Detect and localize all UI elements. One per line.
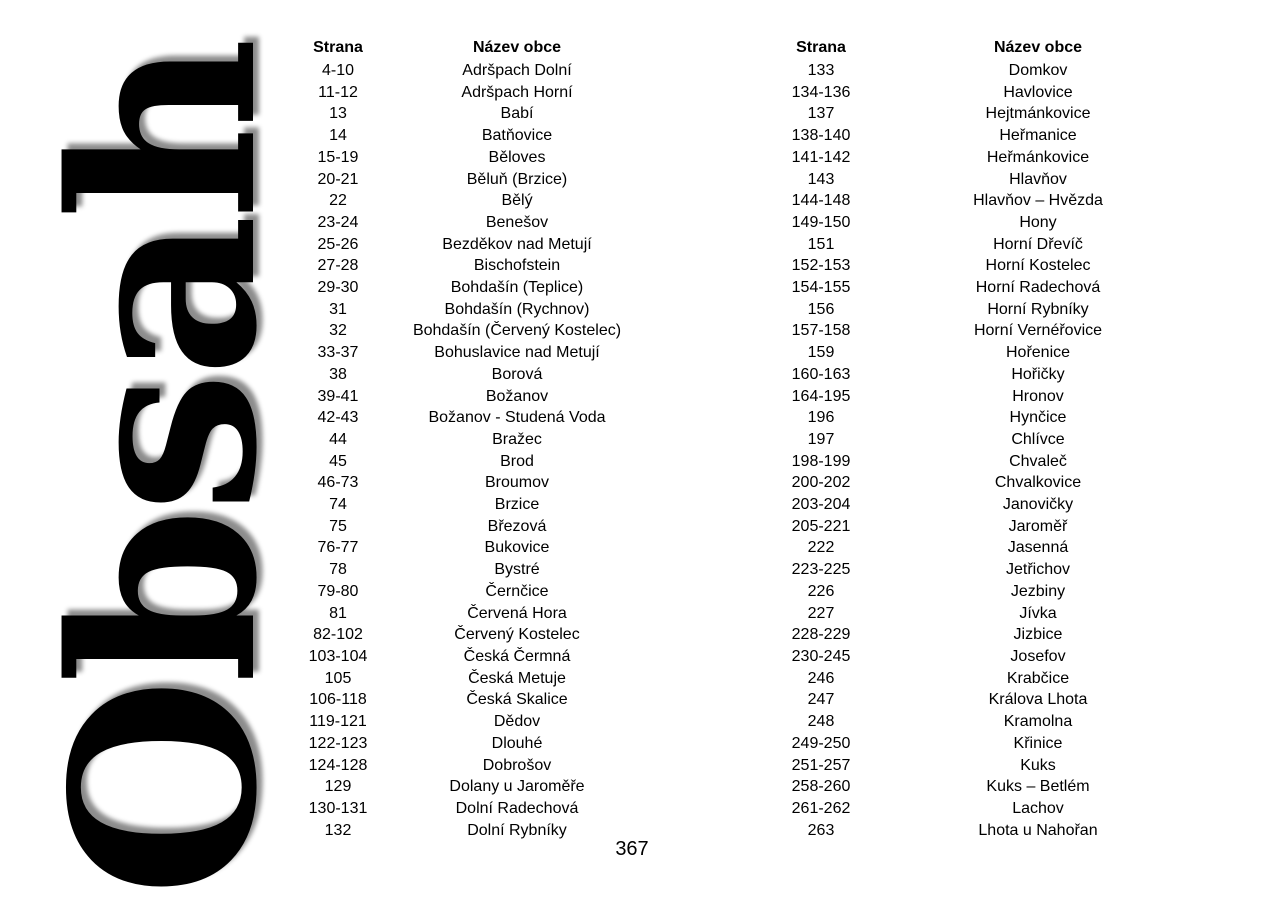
entry-page-range: 132 <box>324 821 352 839</box>
table-row <box>290 603 648 625</box>
entry-village-name: Bystré <box>494 561 540 579</box>
table-row <box>773 624 1207 646</box>
table-row <box>773 299 1207 321</box>
entry-village-name: Kuks <box>1020 756 1056 774</box>
entry-village-name: Dobrošov <box>482 756 552 774</box>
entry-page-range: 226 <box>807 582 835 600</box>
table-row <box>773 255 1207 277</box>
entry-page-range: 227 <box>807 604 835 622</box>
table-row <box>290 82 648 104</box>
table-row <box>290 342 648 364</box>
table-row <box>290 668 648 690</box>
table-row <box>773 407 1207 429</box>
entry-page-range: 105 <box>324 669 352 687</box>
table-row <box>773 516 1207 538</box>
entry-village-name: Chlívce <box>1011 430 1065 448</box>
entry-village-name: Bukovice <box>484 539 550 557</box>
entry-village-name: Červená Hora <box>467 604 567 622</box>
entry-village-name: Běluň (Brzice) <box>466 170 568 188</box>
table-row <box>773 776 1207 798</box>
entry-village-name: Božanov - Studená Voda <box>428 409 606 427</box>
entry-village-name: Josefov <box>1010 647 1066 665</box>
table-row <box>773 646 1207 668</box>
entry-village-name: Dolany u Jaroměře <box>449 778 585 796</box>
table-row <box>773 820 1207 842</box>
table-row <box>773 429 1207 451</box>
entry-page-range: 230-245 <box>791 647 851 665</box>
entry-page-range: 25-26 <box>317 235 359 253</box>
entry-page-range: 248 <box>807 713 835 731</box>
table-row <box>290 190 648 212</box>
table-row <box>773 733 1207 755</box>
entry-village-name: Broumov <box>484 474 550 492</box>
entry-page-range: 22 <box>329 192 347 210</box>
entry-page-range: 27-28 <box>317 257 359 275</box>
table-row <box>773 103 1207 125</box>
entry-village-name: Hynčice <box>1009 409 1067 427</box>
table-row <box>773 190 1207 212</box>
table-row <box>290 559 648 581</box>
table-row <box>773 147 1207 169</box>
table-row <box>290 234 648 256</box>
entry-page-range: 124-128 <box>308 756 368 774</box>
entry-page-range: 133 <box>807 62 835 79</box>
table-row <box>290 646 648 668</box>
entry-page-range: 4-10 <box>321 62 355 79</box>
entry-page-range: 263 <box>807 821 835 839</box>
table-row <box>773 581 1207 603</box>
table-row <box>290 429 648 451</box>
entry-village-name: Kuks – Betlém <box>986 778 1090 796</box>
entry-village-name: Česká Skalice <box>466 691 568 709</box>
table-row <box>290 494 648 516</box>
entry-page-range: 149-150 <box>791 213 851 231</box>
entry-page-range: 119-121 <box>309 713 367 731</box>
table-row <box>290 320 648 342</box>
toc-table-left <box>290 36 648 841</box>
table-row <box>290 624 648 646</box>
table-row <box>773 472 1207 494</box>
table-row <box>773 755 1207 777</box>
table-row <box>290 60 648 82</box>
entry-village-name: Křinice <box>1013 734 1063 752</box>
entry-village-name: Heřmanice <box>999 127 1077 145</box>
table-row <box>290 255 648 277</box>
table-header-row <box>290 36 648 60</box>
table-row <box>290 451 648 473</box>
table-row <box>290 755 648 777</box>
entry-village-name: Bohdašín (Rychnov) <box>444 300 590 318</box>
entry-page-range: 157-158 <box>791 322 851 340</box>
entry-village-name: Horní Dřevíč <box>993 235 1083 253</box>
table-row <box>290 798 648 820</box>
table-row <box>290 386 648 408</box>
table-row <box>290 820 648 842</box>
entry-village-name: Hlavňov – Hvězda <box>973 192 1103 210</box>
entry-page-range: 103-104 <box>308 647 368 665</box>
entry-village-name: Lhota u Nahořan <box>978 821 1098 839</box>
table-row <box>773 711 1207 733</box>
table-row <box>290 733 648 755</box>
entry-page-range: 196 <box>807 409 835 427</box>
entry-village-name: Jizbice <box>1013 626 1063 644</box>
table-row <box>773 559 1207 581</box>
entry-village-name: Hejtmánkovice <box>985 105 1091 123</box>
page-title: Obsah <box>17 42 313 897</box>
table-row <box>773 212 1207 234</box>
table-row <box>773 320 1207 342</box>
column-header-name: Název obce <box>993 39 1083 56</box>
entry-village-name: Jívka <box>1019 604 1057 622</box>
entry-village-name: Jetřichov <box>1005 561 1071 579</box>
entry-village-name: Božanov <box>485 387 549 405</box>
entry-village-name: Borová <box>491 365 543 383</box>
entry-village-name: Bražec <box>492 430 542 448</box>
entry-page-range: 203-204 <box>791 496 851 514</box>
table-row <box>773 798 1207 820</box>
entry-page-range: 29-30 <box>317 279 359 297</box>
entry-page-range: 156 <box>807 300 835 318</box>
table-row <box>290 299 648 321</box>
entry-village-name: Heřmánkovice <box>986 148 1090 166</box>
entry-page-range: 14 <box>329 127 347 145</box>
entry-village-name: Horní Kostelec <box>985 257 1091 275</box>
entry-village-name: Babí <box>500 105 534 123</box>
entry-page-range: 31 <box>329 300 347 318</box>
entry-village-name: Brod <box>500 452 534 470</box>
entry-page-range: 106-118 <box>309 691 367 709</box>
entry-page-range: 134-136 <box>791 83 851 101</box>
entry-village-name: Dolní Rybníky <box>467 821 567 839</box>
entry-village-name: Černčice <box>485 582 549 600</box>
column-header-name: Název obce <box>472 39 562 56</box>
entry-village-name: Hronov <box>1012 387 1064 405</box>
entry-page-range: 79-80 <box>317 582 359 600</box>
entry-page-range: 15-19 <box>317 148 359 166</box>
entry-village-name: Brzice <box>494 496 540 514</box>
table-row <box>290 169 648 191</box>
entry-page-range: 159 <box>807 344 835 362</box>
entry-page-range: 130-131 <box>308 799 368 817</box>
entry-page-range: 160-163 <box>791 365 851 383</box>
table-row <box>773 537 1207 559</box>
entry-village-name: Hořičky <box>1011 365 1065 383</box>
entry-page-range: 13 <box>329 105 347 123</box>
table-row <box>773 125 1207 147</box>
entry-village-name: Horní Vernéřovice <box>973 322 1103 340</box>
entry-page-range: 122-123 <box>308 734 368 752</box>
entry-page-range: 20-21 <box>317 170 359 188</box>
entry-village-name: Jezbiny <box>1010 582 1066 600</box>
table-row <box>773 386 1207 408</box>
entry-village-name: Adršpach Dolní <box>462 62 572 79</box>
entry-page-range: 78 <box>329 561 347 579</box>
entry-village-name: Jasenná <box>1007 539 1069 557</box>
entry-page-range: 32 <box>329 322 347 340</box>
table-row <box>773 451 1207 473</box>
entry-page-range: 249-250 <box>791 734 851 752</box>
entry-page-range: 228-229 <box>791 626 851 644</box>
table-row <box>290 537 648 559</box>
entry-village-name: Bohdašín (Teplice) <box>450 279 584 297</box>
entry-page-range: 38 <box>329 365 347 383</box>
entry-village-name: Horní Radechová <box>975 279 1101 297</box>
entry-village-name: Běloves <box>488 148 546 166</box>
entry-page-range: 81 <box>329 604 347 622</box>
entry-page-range: 261-262 <box>791 799 851 817</box>
entry-village-name: Janovičky <box>1002 496 1074 514</box>
table-row <box>290 277 648 299</box>
entry-village-name: Bohdašín (Červený Kostelec) <box>412 322 622 340</box>
entry-page-range: 251-257 <box>791 756 851 774</box>
entry-page-range: 223-225 <box>791 561 851 579</box>
entry-village-name: Králova Lhota <box>988 691 1088 709</box>
entry-page-range: 44 <box>329 430 347 448</box>
toc-table-right <box>773 36 1207 841</box>
entry-village-name: Lachov <box>1012 799 1064 817</box>
entry-village-name: Hony <box>1019 213 1057 231</box>
table-row <box>773 277 1207 299</box>
entry-page-range: 164-195 <box>791 387 851 405</box>
table-row <box>290 125 648 147</box>
entry-village-name: Horní Rybníky <box>987 300 1089 318</box>
table-row <box>773 82 1207 104</box>
table-row <box>773 60 1207 82</box>
table-row <box>773 169 1207 191</box>
table-row <box>290 581 648 603</box>
entry-village-name: Krabčice <box>1006 669 1070 687</box>
table-row <box>290 147 648 169</box>
table-header-row <box>773 36 1207 60</box>
entry-village-name: Chvaleč <box>1009 452 1067 470</box>
column-header-page: Strana <box>313 39 363 56</box>
page-number: 367 <box>615 838 649 860</box>
entry-page-range: 205-221 <box>791 517 851 535</box>
entry-village-name: Benešov <box>485 213 549 231</box>
entry-page-range: 143 <box>807 170 835 188</box>
entry-page-range: 82-102 <box>313 626 363 644</box>
entry-page-range: 23-24 <box>317 213 359 231</box>
table-row <box>773 342 1207 364</box>
table-row <box>290 711 648 733</box>
entry-village-name: Jaroměř <box>1008 517 1068 535</box>
table-row <box>773 234 1207 256</box>
entry-page-range: 39-41 <box>317 387 359 405</box>
entry-page-range: 197 <box>807 430 835 448</box>
table-row <box>290 516 648 538</box>
table-row <box>290 689 648 711</box>
table-row <box>773 668 1207 690</box>
entry-village-name: Hořenice <box>1005 344 1071 362</box>
entry-village-name: Chvalkovice <box>994 474 1082 492</box>
column-header-page: Strana <box>796 39 846 56</box>
entry-village-name: Červený Kostelec <box>454 626 580 644</box>
entry-village-name: Bělý <box>501 192 533 210</box>
entry-village-name: Březová <box>487 517 547 535</box>
table-row <box>290 103 648 125</box>
entry-page-range: 74 <box>329 496 347 514</box>
entry-village-name: Hlavňov <box>1009 170 1067 188</box>
entry-page-range: 222 <box>807 539 835 557</box>
entry-village-name: Bischofstein <box>473 257 561 275</box>
entry-page-range: 129 <box>324 778 352 796</box>
entry-page-range: 154-155 <box>791 279 851 297</box>
table-row <box>773 689 1207 711</box>
entry-page-range: 46-73 <box>317 474 359 492</box>
entry-page-range: 138-140 <box>791 127 851 145</box>
entry-village-name: Dlouhé <box>491 734 543 752</box>
entry-village-name: Batňovice <box>481 127 553 145</box>
entry-page-range: 42-43 <box>317 409 359 427</box>
entry-village-name: Domkov <box>1008 62 1068 79</box>
entry-page-range: 75 <box>329 517 347 535</box>
entry-page-range: 198-199 <box>791 452 851 470</box>
entry-page-range: 11-12 <box>318 83 358 101</box>
table-row <box>290 407 648 429</box>
entry-village-name: Dolní Radechová <box>455 799 579 817</box>
entry-page-range: 137 <box>807 105 835 123</box>
entry-page-range: 258-260 <box>791 778 851 796</box>
entry-village-name: Česká Čermná <box>463 647 571 665</box>
entry-page-range: 246 <box>807 669 835 687</box>
entry-page-range: 152-153 <box>791 257 851 275</box>
entry-village-name: Bohuslavice nad Metují <box>434 344 600 362</box>
entry-page-range: 144-148 <box>791 192 851 210</box>
table-row <box>290 212 648 234</box>
entry-village-name: Bezděkov nad Metují <box>442 235 592 253</box>
entry-page-range: 247 <box>807 691 835 709</box>
entry-page-range: 141-142 <box>791 148 851 166</box>
entry-page-range: 76-77 <box>317 539 359 557</box>
entry-village-name: Dědov <box>493 713 541 731</box>
entry-village-name: Havlovice <box>1003 83 1073 101</box>
entry-page-range: 33-37 <box>317 344 359 362</box>
entry-village-name: Kramolna <box>1003 713 1073 731</box>
table-row <box>290 472 648 494</box>
entry-page-range: 45 <box>329 452 347 470</box>
table-row <box>773 364 1207 386</box>
table-row <box>290 364 648 386</box>
table-row <box>773 494 1207 516</box>
entry-village-name: Česká Metuje <box>468 669 566 687</box>
table-row <box>773 603 1207 625</box>
entry-page-range: 151 <box>807 235 835 253</box>
entry-page-range: 200-202 <box>791 474 851 492</box>
entry-village-name: Adršpach Horní <box>461 83 573 101</box>
table-row <box>290 776 648 798</box>
